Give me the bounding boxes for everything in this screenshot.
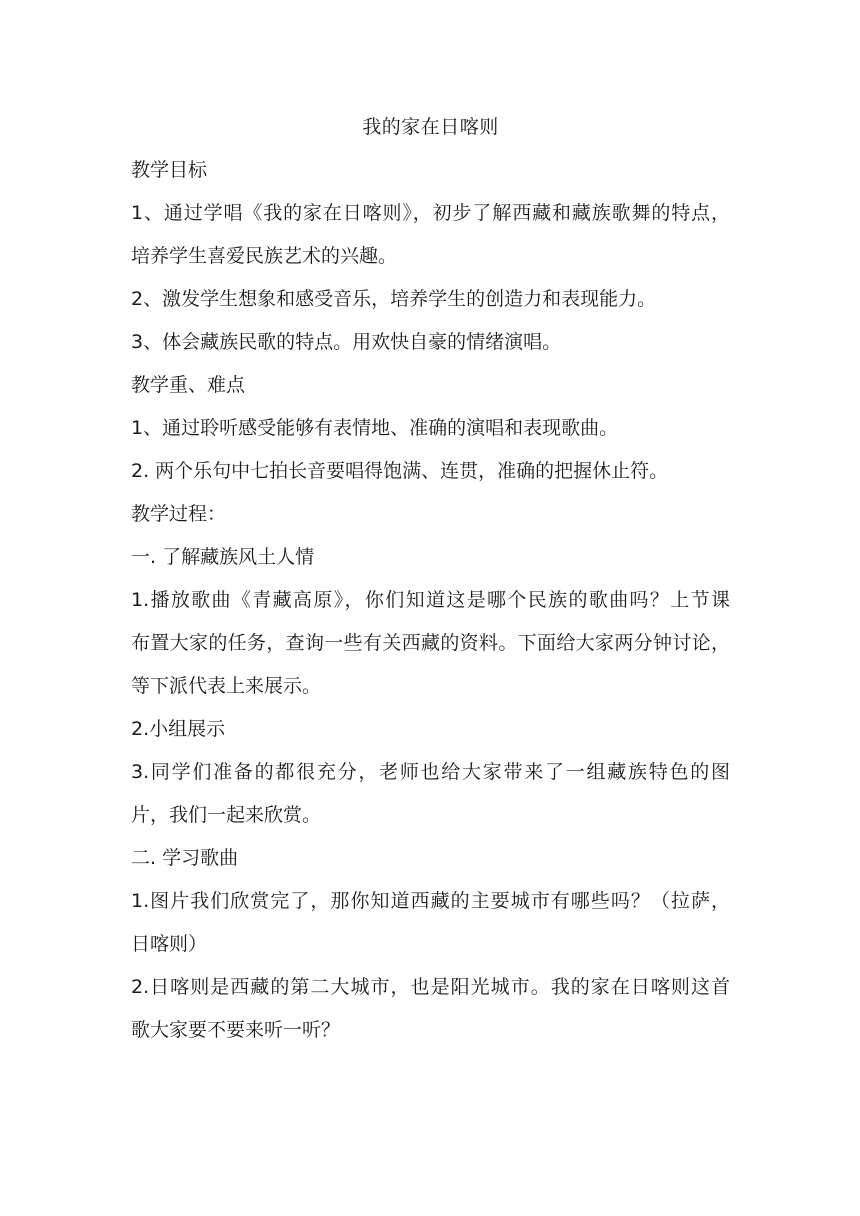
part-1-item-3-line-2: 片，我们一起来欣赏。 (131, 804, 322, 826)
process-heading: 教学过程： (131, 503, 227, 525)
objective-1-line-1: 1、通过学唱《我的家在日喀则》，初步了解西藏和藏族歌舞的特点， (131, 202, 730, 224)
part-2-item-1 (131, 886, 730, 959)
document-title: 我的家在日喀则 (362, 116, 499, 138)
part-2-heading: 二. 学习歌曲 (131, 847, 239, 869)
part-1-item-1-line-1: 1.播放歌曲《青藏高原》，你们知道这是哪个民族的歌曲吗？上节课 (131, 589, 730, 611)
objective-2: 2、激发学生想象和感受音乐，培养学生的创造力和表现能力。 (131, 288, 657, 310)
part-1-item-1 (131, 585, 730, 701)
part-2-item-2-line-2: 歌大家要不要来听一听？ (131, 1019, 341, 1041)
objective-1-line-2: 培养学生喜爱民族艺术的兴趣。 (131, 245, 398, 267)
part-2-item-1-line-2: 日喀则） (131, 933, 208, 955)
part-1-item-1-line-2: 布置大家的任务，查询一些有关西藏的资料。下面给大家两分钟讨论， (131, 632, 730, 654)
part-2-item-1-line-1: 1.图片我们欣赏完了，那你知道西藏的主要城市有哪些吗？（拉萨， (131, 890, 730, 912)
key-points-heading: 教学重、难点 (131, 374, 246, 396)
key-point-2: 2. 两个乐句中七拍长音要唱得饱满、连贯，准确的把握休止符。 (131, 460, 669, 482)
part-2-item-2 (131, 972, 730, 1045)
part-1-item-2: 2.小组展示 (131, 718, 226, 740)
objectives-heading: 教学目标 (131, 159, 208, 181)
part-1-item-3 (131, 757, 730, 830)
part-2-item-2-line-1: 2.日喀则是西藏的第二大城市，也是阳光城市。我的家在日喀则这首 (131, 976, 730, 998)
part-1-item-3-line-1: 3.同学们准备的都很充分，老师也给大家带来了一组藏族特色的图 (131, 761, 730, 783)
objective-3: 3、体会藏族民歌的特点。用欢快自豪的情绪演唱。 (131, 331, 562, 353)
part-1-item-1-line-3: 等下派代表上来展示。 (131, 675, 322, 697)
objective-1 (131, 198, 730, 271)
part-1-heading: 一. 了解藏族风土人情 (131, 546, 315, 568)
key-point-1: 1、通过聆听感受能够有表情地、准确的演唱和表现歌曲。 (131, 417, 619, 439)
